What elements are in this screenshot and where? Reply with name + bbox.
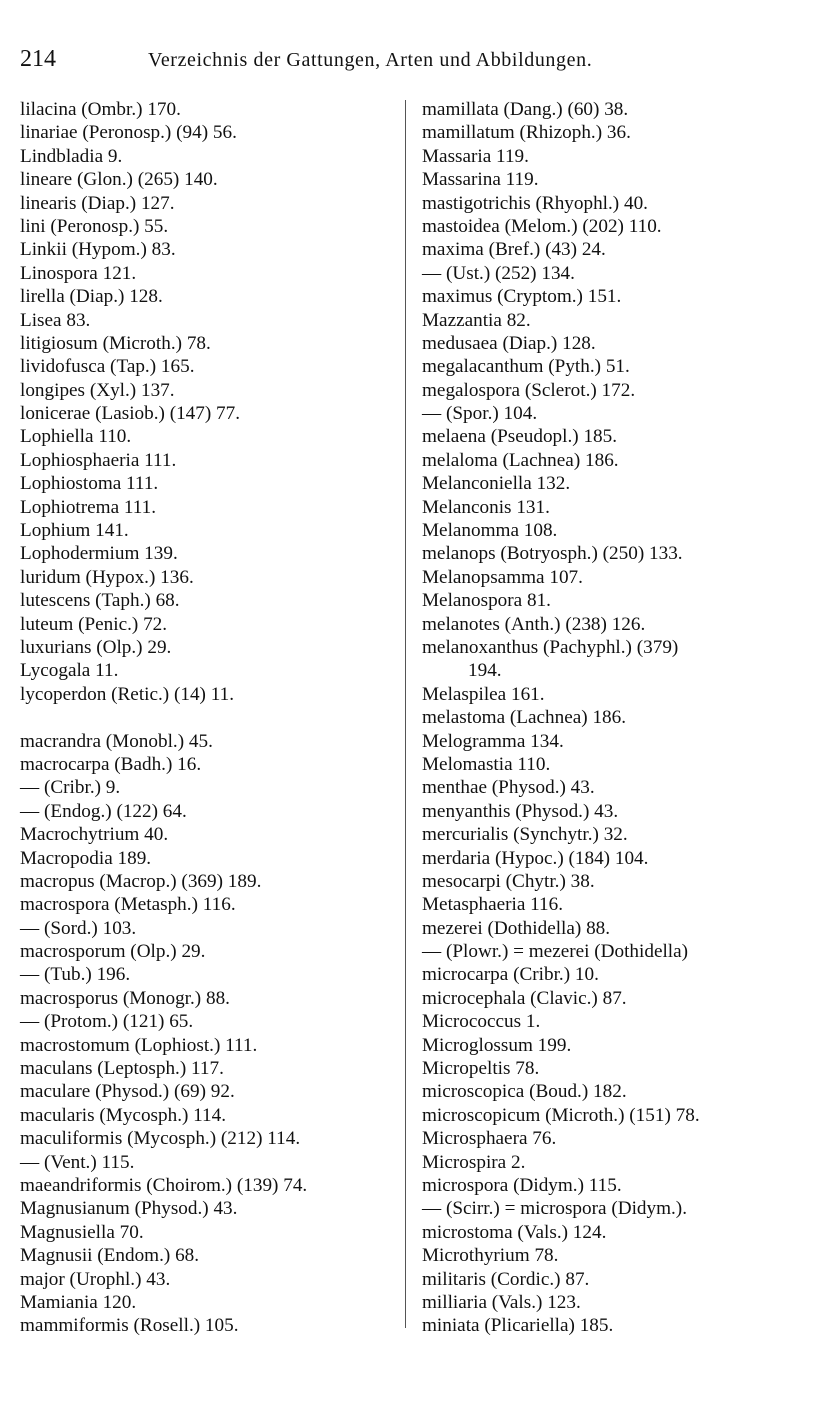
index-entry: Lisea 83.: [20, 309, 91, 331]
index-entry: microcarpa (Cribr.) 10.: [422, 964, 599, 986]
index-entry: Melanconiella 132.: [422, 473, 571, 495]
index-entry: Lindbladia 9.: [20, 145, 123, 167]
index-entry: — (Vent.) 115.: [20, 1151, 135, 1173]
running-title: Verzeichnis der Gattungen, Arten und Abbildungen.: [148, 49, 593, 71]
page-number: 214: [20, 46, 56, 72]
index-entry: Melomastia 110.: [422, 753, 551, 775]
column-divider: [405, 100, 406, 1328]
index-entry: Massaria 119.: [422, 145, 529, 167]
index-entry: Microthyrium 78.: [422, 1245, 559, 1267]
index-entry: Magnusianum (Physod.) 43.: [20, 1198, 238, 1220]
index-entry: luteum (Penic.) 72.: [20, 613, 168, 635]
index-column-right: [422, 98, 814, 1338]
index-column-left: [20, 98, 400, 1338]
index-entry: mastoidea (Melom.) (202) 110.: [422, 215, 662, 237]
index-entry: mesocarpi (Chytr.) 38.: [422, 870, 595, 892]
index-entry: Microsphaera 76.: [422, 1128, 557, 1150]
index-entry: mammiformis (Rosell.) 105.: [20, 1315, 239, 1337]
index-entry: macrostomum (Lophiost.) 111.: [20, 1034, 258, 1056]
index-entry: Micropeltis 78.: [422, 1058, 540, 1080]
index-entry: medusaea (Diap.) 128.: [422, 332, 596, 354]
index-entry: militaris (Cordic.) 87.: [422, 1268, 590, 1290]
index-entry: microspora (Didym.) 115.: [422, 1174, 622, 1196]
index-entry: Lophiotrema 111.: [20, 496, 157, 518]
index-entry: melanotes (Anth.) (238) 126.: [422, 613, 646, 635]
index-entry: menyanthis (Physod.) 43.: [422, 800, 619, 822]
index-entry: megalacanthum (Pyth.) 51.: [422, 356, 630, 378]
index-entry: linariae (Peronosp.) (94) 56.: [20, 122, 237, 144]
index-entry: Melanospora 81.: [422, 590, 551, 612]
index-entry: major (Urophl.) 43.: [20, 1268, 171, 1290]
index-entry: miniata (Plicariella) 185.: [422, 1315, 614, 1337]
index-entry: maxima (Bref.) (43) 24.: [422, 239, 606, 261]
index-entry: Macropodia 189.: [20, 847, 152, 869]
index-entry: Linospora 121.: [20, 262, 137, 284]
index-entry: — (Spor.) 104.: [422, 403, 538, 425]
index-entry: menthae (Physod.) 43.: [422, 777, 595, 799]
index-entry: Magnusiella 70.: [20, 1221, 144, 1243]
page-header: [20, 46, 810, 73]
index-entry: melaena (Pseudopl.) 185.: [422, 426, 618, 448]
index-entry: Macrochytrium 40.: [20, 824, 169, 846]
index-entry: microstoma (Vals.) 124.: [422, 1221, 607, 1243]
index-entry: Lophiostoma 111.: [20, 473, 159, 495]
index-entry: maculiformis (Mycosph.) (212) 114.: [20, 1128, 301, 1150]
index-entry: macropus (Macrop.) (369) 189.: [20, 870, 262, 892]
index-entry: mercurialis (Synchytr.) 32.: [422, 824, 628, 846]
index-entry: melanoxanthus (Pachyphl.) (379): [422, 636, 679, 658]
index-entry: Melanomma 108.: [422, 520, 558, 542]
index-entry: Micrococcus 1.: [422, 1011, 541, 1033]
index-entry: Lophium 141.: [20, 520, 129, 542]
index-entry: Melanconis 131.: [422, 496, 550, 518]
index-entry: — (Sord.) 103.: [20, 917, 137, 939]
index-entry: maculans (Leptosph.) 117.: [20, 1058, 224, 1080]
index-entry: microscopica (Boud.) 182.: [422, 1081, 627, 1103]
index-entry: mezerei (Dothidella) 88.: [422, 917, 611, 939]
index-entry: litigiosum (Microth.) 78.: [20, 332, 211, 354]
index-entry: microcephala (Clavic.) 87.: [422, 987, 627, 1009]
index-entry: — (Cribr.) 9.: [20, 777, 121, 799]
index-entry: Magnusii (Endom.) 68.: [20, 1245, 200, 1267]
index-entry: lirella (Diap.) 128.: [20, 286, 163, 308]
index-entry: melastoma (Lachnea) 186.: [422, 707, 627, 729]
index-entry: linearis (Diap.) 127.: [20, 192, 175, 214]
index-entry: megalospora (Sclerot.) 172.: [422, 379, 636, 401]
index-entry: mamillatum (Rhizoph.) 36.: [422, 122, 631, 144]
index-entry: Mazzantia 82.: [422, 309, 531, 331]
index-entry: — (Ust.) (252) 134.: [422, 262, 575, 284]
index-entry: melaloma (Lachnea) 186.: [422, 449, 619, 471]
index-entry: Lophiosphaeria 111.: [20, 449, 177, 471]
index-entry: maeandriformis (Choirom.) (139) 74.: [20, 1174, 308, 1196]
index-entry: [20, 706, 400, 729]
index-entry: — (Protom.) (121) 65.: [20, 1011, 194, 1033]
index-entry: Melaspilea 161.: [422, 683, 545, 705]
index-entry: maximus (Cryptom.) 151.: [422, 286, 622, 308]
index-entry: — (Tub.) 196.: [20, 964, 131, 986]
index-entry: lini (Peronosp.) 55.: [20, 215, 169, 237]
index-entry: — (Plowr.) = mezerei (Dothidella): [422, 941, 689, 963]
index-entry: macularis (Mycosph.) 114.: [20, 1104, 227, 1126]
index-entry: melanops (Botryosph.) (250) 133.: [422, 543, 683, 565]
index-entry: milliaria (Vals.) 123.: [422, 1291, 581, 1313]
index-entry: luridum (Hypox.) 136.: [20, 566, 194, 588]
index-entry: Melogramma 134.: [422, 730, 564, 752]
index-entry: Mamiania 120.: [20, 1291, 137, 1313]
index-entry: Melanopsamma 107.: [422, 566, 583, 588]
index-entry: mamillata (Dang.) (60) 38.: [422, 99, 629, 120]
index-entry: macrosporum (Olp.) 29.: [20, 941, 206, 963]
index-entry: mastigotrichis (Rhyophl.) 40.: [422, 192, 648, 214]
index-entry: longipes (Xyl.) 137.: [20, 379, 175, 401]
index-entry: macrocarpa (Badh.) 16.: [20, 753, 202, 775]
index-entry: Massarina 119.: [422, 169, 539, 191]
index-entry: macrospora (Metasph.) 116.: [20, 894, 236, 916]
index-entry: — (Scirr.) = microspora (Didym.).: [422, 1198, 687, 1220]
index-entry: — (Endog.) (122) 64.: [20, 800, 187, 822]
index-entry: Microspira 2.: [422, 1151, 526, 1173]
index-entry: Metasphaeria 116.: [422, 894, 564, 916]
index-entry: Linkii (Hypom.) 83.: [20, 239, 176, 261]
index-entry: lycoperdon (Retic.) (14) 11.: [20, 683, 235, 705]
index-entry: macrandra (Monobl.) 45.: [20, 730, 213, 752]
index-entry: Lophodermium 139.: [20, 543, 178, 565]
index-entry: microscopicum (Microth.) (151) 78.: [422, 1104, 700, 1126]
index-entry: lonicerae (Lasiob.) (147) 77.: [20, 403, 241, 425]
index-entry: lilacina (Ombr.) 170.: [20, 99, 181, 120]
index-entry: lineare (Glon.) (265) 140.: [20, 169, 218, 191]
index-entry: Lycogala 11.: [20, 660, 119, 682]
index-entry: merdaria (Hypoc.) (184) 104.: [422, 847, 649, 869]
index-entry: lutescens (Taph.) 68.: [20, 590, 180, 612]
index-entry: Microglossum 199.: [422, 1034, 572, 1056]
index-entry: lividofusca (Tap.) 165.: [20, 356, 195, 378]
index-entry: Lophiella 110.: [20, 426, 132, 448]
index-entry: maculare (Physod.) (69) 92.: [20, 1081, 235, 1103]
index-entry: 194.: [468, 660, 502, 682]
index-entry: luxurians (Olp.) 29.: [20, 636, 172, 658]
index-entry: macrosporus (Monogr.) 88.: [20, 987, 230, 1009]
